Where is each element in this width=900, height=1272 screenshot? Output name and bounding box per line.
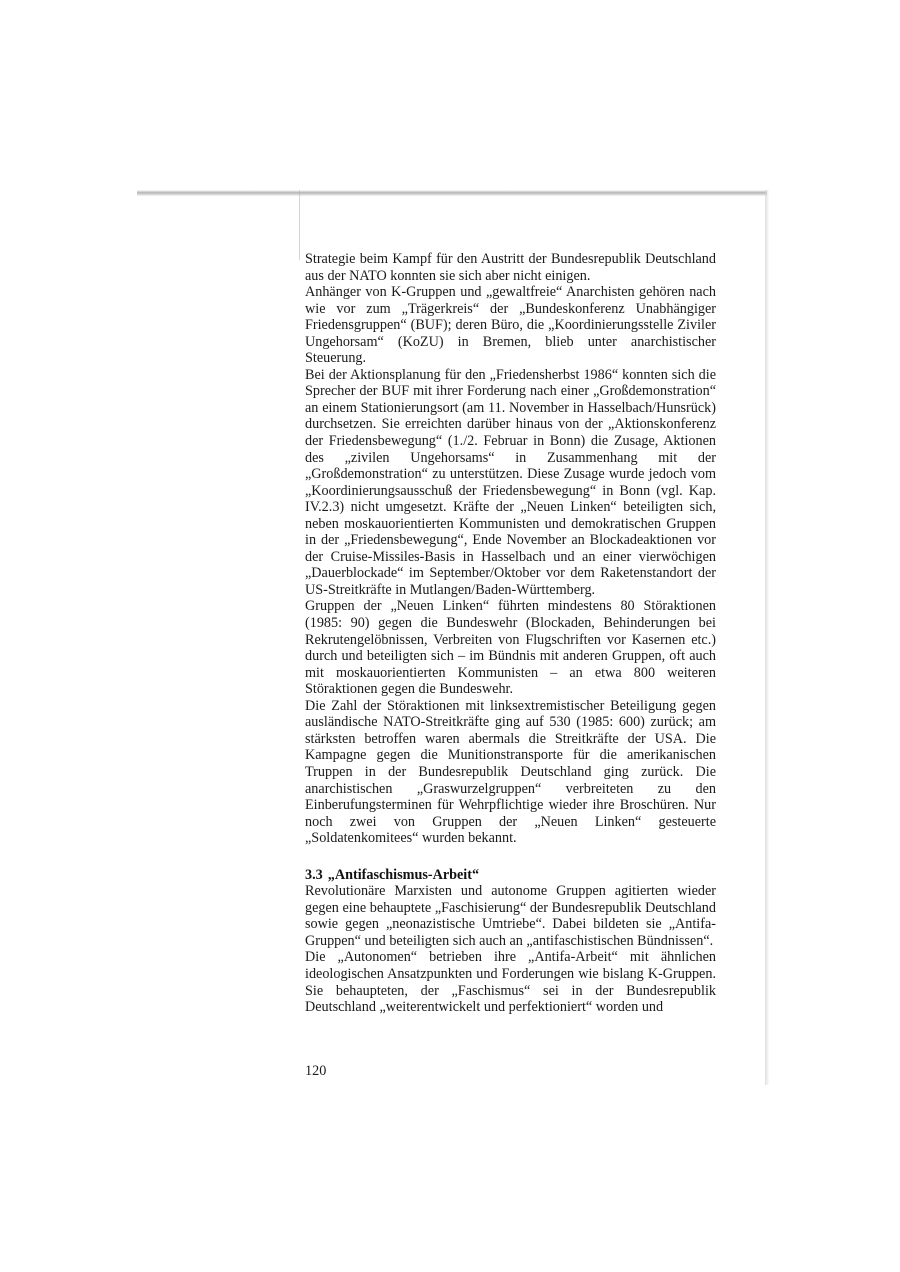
- body-text: [305, 251, 716, 1016]
- section-title: „Antifaschismus-Arbeit“: [327, 866, 480, 883]
- section-number: 3.3: [305, 866, 323, 883]
- paragraph: Bei der Aktionsplanung für den „Friedensherbst 1986“ konnten sich die Sprecher der BUF mit ihrer Forderung nach einer „Großdemonstration“ an einem Stationierungsort (am 11. November in Hasselbach/Hunsrück) durchsetzen. Sie erreichten darüber hinaus von der „Aktionskonferenz der Friedensbewegung“ (1./2. Februar in Bonn) die Zusage, Aktionen des „zivilen Ungehorsams“ in Zusammenhang mit der „Großdemonstration“ zu unterstützen. Diese Zusage wurde jedoch vom „Koordinierungsausschuß der Friedensbewegung“ in Bonn (vgl. Kap. IV.2.3) nicht umgesetzt. Kräfte der „Neuen Linken“ beteiligten sich, neben moskauorientierten Kommunisten und demokratischen Gruppen in der „Friedensbewegung“, Ende November an Blockadeaktionen vor der Cruise-Missiles-Basis in Hasselbach und an einer vierwöchigen „Dauerblockade“ im September/Oktober vor dem Raketenstandort der US-Streitkräfte in Mutlangen/Baden-Württemberg.: [305, 366, 716, 598]
- section-heading: [305, 867, 716, 884]
- scan-shadow-top: [137, 190, 767, 196]
- paragraph: Die Zahl der Störaktionen mit linksextremistischer Beteiligung gegen ausländische NATO-Streitkräfte ging auf 530 (1985: 600) zurück; am stärksten betroffen waren abermals die Streitkräfte der USA. Die Kampagne gegen die Munitionstransporte für die amerikanischen Truppen in der Bundesrepublik Deutschland ging zurück. Die anarchistischen „Graswurzelgruppen“ verbreiteten zu den Einberufungsterminen für Wehrpflichtige wieder ihre Broschüren. Nur noch zwei von Gruppen der „Neuen Linken“ gesteuerte „Soldatenkomitees“ wurden bekannt.: [305, 697, 716, 847]
- page-number: 120: [305, 1063, 327, 1079]
- scan-gutter-line: [299, 190, 300, 260]
- paragraph: Die „Autonomen“ betrieben ihre „Antifa-Arbeit“ mit ähnlichen ideologischen Ansatzpunkten und Forderungen wie bislang K-Gruppen. Sie behaupteten, der „Faschismus“ sei in der Bundesrepublik Deutschland „weiterentwickelt und perfektioniert“ worden und: [305, 949, 716, 1016]
- paragraph: Revolutionäre Marxisten und autonome Gruppen agitierten wieder gegen eine behauptete „Faschisierung“ der Bundesrepublik Deutschland sowie gegen „neonazistische Umtriebe“. Dabei bildeten sie „Antifa-Gruppen“ und beteiligten sich auch an „antifaschistischen Bündnissen“.: [305, 883, 716, 949]
- paragraph: Strategie beim Kampf für den Austritt der Bundesrepublik Deutschland aus der NATO konnten sie sich aber nicht einigen.: [305, 251, 716, 284]
- paragraph: Gruppen der „Neuen Linken“ führten mindestens 80 Störaktionen (1985: 90) gegen die Bundeswehr (Blockaden, Behinderungen bei Rekrutengelöbnissen, Verbreiten von Flugschriften vor Kasernen etc.) durch und beteiligten sich – im Bündnis mit anderen Gruppen, oft auch mit moskauorientierten Kommunisten – an etwa 800 weiteren Störaktionen gegen die Bundeswehr.: [305, 598, 716, 698]
- paragraph: Anhänger von K-Gruppen und „gewaltfreie“ Anarchisten gehören nach wie vor zum „Trägerkreis“ der „Bundeskonferenz Unabhängiger Friedensgruppen“ (BUF); deren Büro, die „Koordinierungsstelle Ziviler Ungehorsam“ (KoZU) in Bremen, blieb unter anarchistischer Steuerung.: [305, 284, 716, 367]
- scan-shadow-right: [765, 190, 769, 1085]
